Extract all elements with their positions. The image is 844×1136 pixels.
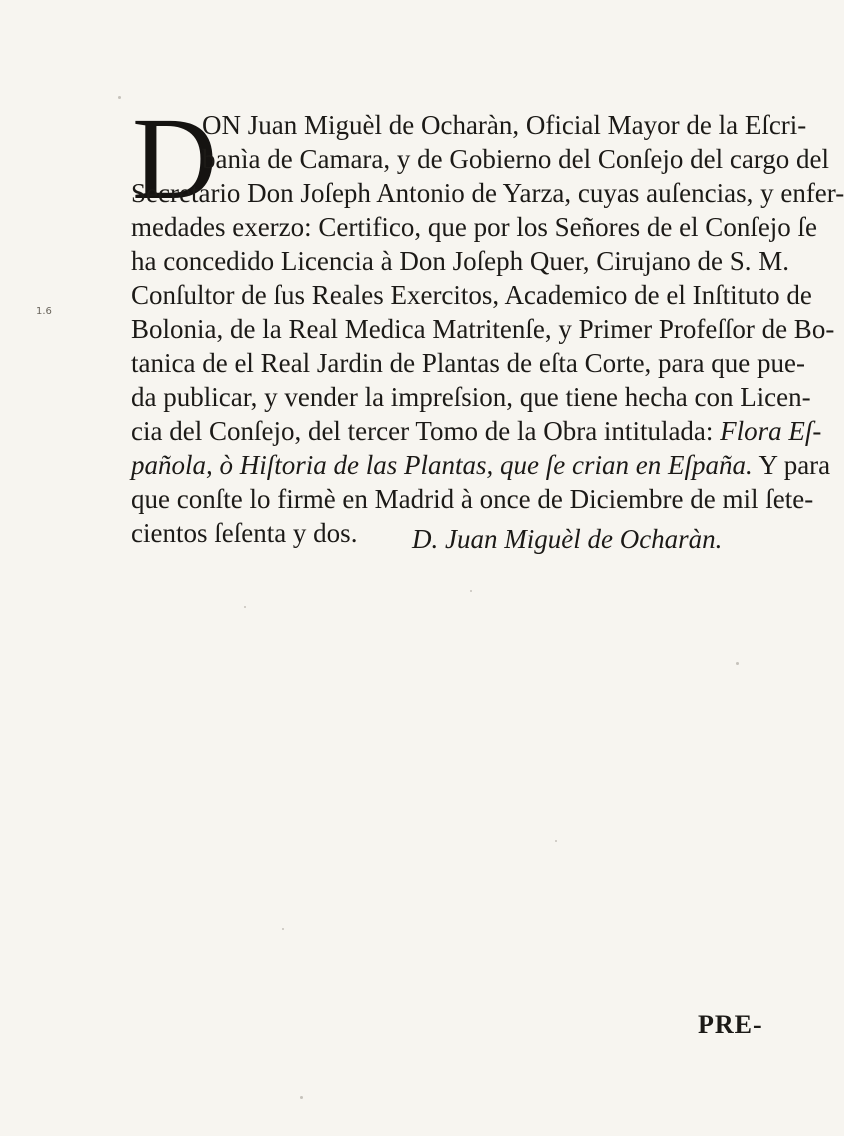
paper-speck [555, 840, 557, 842]
text-line-roman: cia del Conſejo, del tercer Tomo de la Obra intitulada: [131, 416, 714, 446]
book-title-italic: Flora Eſ- [720, 416, 822, 446]
text-line: Bolonia, de la Real Medica Matritenſe, y Primer Profeſſor de Bo- [131, 314, 835, 344]
margin-mark: 1.6 [36, 306, 52, 317]
paper-speck [282, 928, 284, 930]
catchword: PRE- [698, 1010, 763, 1039]
drop-cap: D [132, 93, 218, 224]
paper-speck [470, 590, 472, 592]
paper-speck [736, 662, 739, 665]
text-line: Secretario Don Joſeph Antonio de Yarza, cuyas auſencias, y enfer- [131, 178, 844, 208]
paper-speck [244, 606, 246, 608]
signature: D. Juan Miguèl de Ocharàn. [412, 524, 723, 554]
text-line: da publicar, y vender la impreſsion, que tiene hecha con Licen- [131, 382, 811, 412]
text-line: ON Juan Miguèl de Ocharàn, Oficial Mayor de la Eſcri- [202, 110, 807, 140]
paper-speck [300, 1096, 303, 1099]
text-line: medades exerzo: Certifico, que por los Señores de el Conſejo ſe [131, 212, 818, 242]
text-line: cientos ſeſenta y dos. [131, 518, 358, 548]
text-line: ha concedido Licencia à Don Joſeph Quer, Cirujano de S. M. [131, 246, 789, 276]
text-line [131, 448, 831, 482]
book-title-italic: pañola, ò Hiſtoria de las Plantas, que ſe crian en Eſpaña. [131, 450, 753, 480]
text-line: banìa de Camara, y de Gobierno del Conſejo del cargo del [202, 144, 830, 174]
text-line: tanica de el Real Jardin de Plantas de eſta Corte, para que pue- [131, 348, 805, 378]
text-line [131, 414, 822, 448]
text-line: Conſultor de ſus Reales Exercitos, Academico de el Inſtituto de [131, 280, 812, 310]
text-line-roman: Y para [752, 450, 831, 480]
text-line: que conſte lo firmè en Madrid à once de Diciembre de mil ſete- [131, 484, 814, 514]
paper-speck [118, 96, 121, 99]
